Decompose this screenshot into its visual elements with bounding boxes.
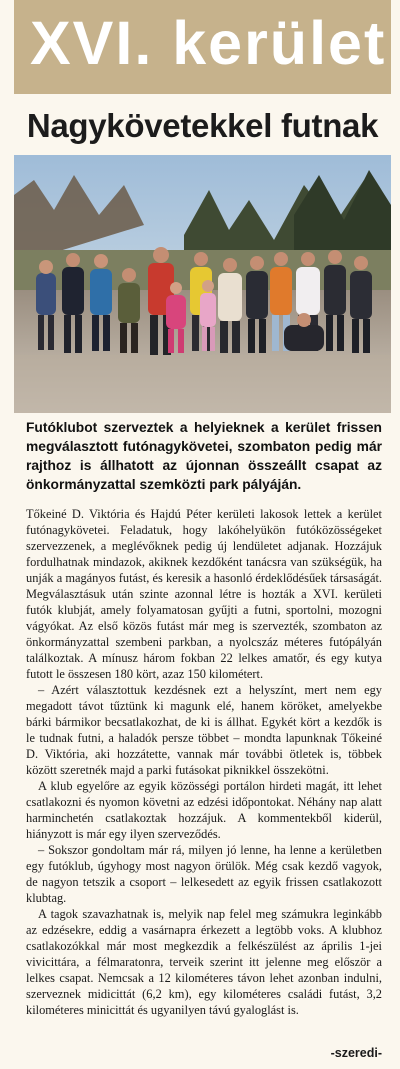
body-paragraph: A klub egyelőre az egyik közösségi portálon hirdeti magát, itt lehet csatlakozni és nyomon követni az edzési időpontokat. Néhány nap alatt harminchetén csatlakoztak hozzájuk. A kommentekből kiderül, hiányzott is már egy ilyen szerveződés.: [26, 779, 382, 841]
article-lead: Futóklubot szerveztek a helyieknek a kerület frissen megválasztott futónagykövetei, szombaton pedig már rajthoz is állhatott az újonnan összeállt csapat az önkormányzattal szemközti park pályáján.: [26, 420, 382, 492]
author-signature: -szeredi-: [330, 1046, 382, 1060]
group-photo: [14, 155, 391, 413]
body-paragraph: A tagok szavazhatnak is, melyik nap felel meg számukra leginkább az edzésekre, eddig a vasárnapra érkezett a legtöbb voks. A klubhoz csatlakozókkal már most megkezdik a felkészülést az április 1-jei vivicittára, a félmaratonra, terveik szerint itt jelenne meg először a lelkes csapat. Nemcsak a 12 kilométeres távon lehet azonban indulni, szerveznek midicittát (6,2 km), egy kilométeres családi futást, 3,2 kilométeres minicittát és ugyanilyen távú gyaloglást is.: [26, 907, 382, 1017]
body-paragraph: – Sokszor gondoltam már rá, milyen jó lenne, ha lenne a kerületben egy futóklub, úgyhogy most nagyon örülök. Még csak kezdő vagyok, de nagyon tetszik a csoport – lelkesedett az egyik frissen csatlakozott klubtag.: [26, 843, 382, 905]
article-headline: Nagykövetekkel futnak: [26, 107, 379, 144]
body-paragraph: Tőkeiné D. Viktória és Hajdú Péter kerületi lakosok lettek a kerület futónagykövetei. Feladatuk, hogy lakóhelyükön futóközösségeket szervezzenek, a meglévőknek pedig új lendületet adjanak. Hozzájuk fordulhatnak mindazok, akiknek kezdőként tanácsra van szükségük, ha unják a magányos futást, és keresik a hasonló érdeklődésűek társaságát. Megválasztásuk után szinte azonnal létre is hozták a XVI. kerületi futók klubját, amely folyamatosan gyűjti a futni, sportolni, mozogni vágyókat. Az első közös futást már meg is szervezték, szombaton az önkormányzattal szembeni parkban, a nyolcszáz méteres futópályán találkoztak. A mínusz három fokban 22 lelkes amatőr, és egy kutya futott le összesen 180 kört, azaz 150 kilométert.: [26, 507, 382, 681]
body-paragraph: – Azért választottuk kezdésnek ezt a helyszínt, mert nem egy megadott távot tűztünk ki magunk elé, hanem köröket, amelyekbe bárki bármikor becsatlakozhat, de ki is állhat. Egykét kört a kezdők is le tudnak futni, a haladók persze többet – mondta lapunknak Tőkeiné D. Viktória, aki hozzátette, vannak már további ötletek is, többek között szeretnék majd a parki futásokat piknikkel összekötni.: [26, 683, 382, 777]
section-title: XVI. kerület: [30, 9, 387, 77]
section-masthead: [14, 0, 391, 94]
article-body: [26, 506, 382, 1018]
